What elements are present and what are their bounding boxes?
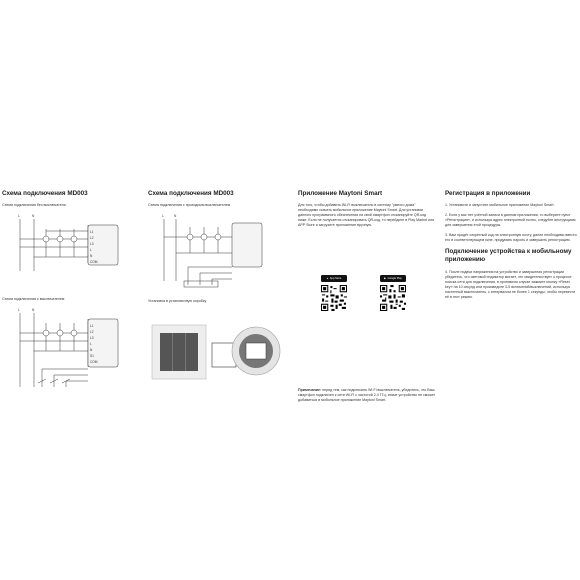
googleplay-qr-code: [380, 285, 406, 311]
col4-title: Регистрация в приложении: [445, 190, 531, 197]
col1-caption-1: Схема подключения без выключателя: [2, 203, 66, 207]
relay-module: [232, 223, 262, 267]
col2-panel: [148, 190, 286, 387]
diagram-label-l: L: [162, 214, 164, 218]
play-icon: ▶: [384, 277, 387, 280]
col4-step-1: 1. Установите и запустите мобильное приложение Maytoni Smart.: [445, 203, 555, 207]
terminal-l3: L3: [90, 336, 94, 340]
terminal-com: COM: [90, 360, 98, 364]
apple-icon: ●: [326, 277, 329, 280]
wiring-diagram-with-switch: [2, 305, 140, 395]
terminal-l3: L3: [90, 242, 94, 246]
col2-title: Схема подключения MD003: [148, 190, 234, 197]
diagram-label-l: L: [18, 308, 20, 312]
terminal-l2: L2: [90, 330, 94, 334]
lamp-icon: [187, 234, 193, 240]
terminal-n: N: [90, 348, 93, 352]
appstore-badge[interactable]: ● App Store: [321, 275, 347, 282]
col3-note: [298, 388, 436, 403]
appstore-block[interactable]: [321, 275, 347, 311]
diagram-label-n: N: [174, 214, 177, 218]
googleplay-badge[interactable]: ▶ Google Play: [380, 275, 406, 282]
col3-panel: [298, 190, 436, 402]
lamp-icon: [71, 330, 77, 336]
col1-caption-2: Схема подключения с выключателем: [2, 297, 65, 301]
terminal-l1: L1: [90, 230, 94, 234]
lamp-icon: [57, 236, 63, 242]
col3-note-label: Примечание:: [298, 388, 322, 392]
diagram-label-n: N: [32, 214, 35, 218]
col1-panel: [2, 190, 140, 395]
terminal-com: COM: [90, 260, 98, 264]
wiring-diagram-pass-switch: [148, 211, 286, 289]
appstore-qr-code: [321, 285, 347, 311]
col2-caption-1: Схема подключения с проходным выключателем: [148, 203, 231, 207]
googleplay-block[interactable]: [380, 275, 406, 311]
lamp-icon: [43, 330, 49, 336]
col3-title: Приложение Maytoni Smart: [298, 190, 383, 197]
lamp-icon: [71, 236, 77, 242]
installation-box-illustration: [148, 307, 286, 387]
col4-step-4: 4. После подачи напряжения на устройство и завершения регистрации убедитесь, что световой индикатор мигает, что свидетельствует о процессе поиска сети для подключения, в противном случае зажмите кнопку «Reset key» на 10 секунд или произведите 3-5 включений/выключений, используя настенный выключатель, с интервалом не более 1 секунды, чтобы перевести её в этот режим.: [445, 270, 576, 299]
col4-panel: [445, 190, 577, 305]
lamp-icon: [43, 236, 49, 242]
lamp-icon: [201, 234, 207, 240]
terminal-l: L: [90, 342, 92, 346]
terminal-s1: S1: [90, 354, 94, 358]
terminal-l: L: [90, 248, 92, 252]
diagram-label-n: N: [32, 308, 35, 312]
col3-note-text: перед тем, как подключить Wi-Fi выключатель, убедитесь, что Ваш смартфон подключен к сети Wi-Fi с частотой 2.4 ГГц, иначе устройство не сможет добавиться в мобильное приложение Maytoni Smart.: [298, 388, 436, 402]
wiring-diagram-no-switch: [2, 211, 140, 281]
terminal-l1: L1: [90, 324, 94, 328]
col3-paragraph: Для того, чтобы добавить Wi-Fi выключатель в систему "умного дома" необходимо скачать мобильное приложение Maytoni Smart. Для установки данного программного обеспечения на свой смартфон отсканируйте QR-код ниже. Если не получается отсканировать QR-код, то перейдите в Play Market или APP Store и загрузите приложение вручную.: [298, 203, 435, 227]
diagram-label-l: L: [18, 214, 20, 218]
col4-step-2: 2. Если у вас нет учётной записи в данном приложении, то выберите пункт «Регистрация», и используя адрес электронной почты, следуйте инструкциям для завершения этой процедуры.: [445, 213, 576, 227]
col4-title-2: Подключение устройства к мобильному приложению: [445, 248, 572, 263]
col4-step-3: 3. Вам придёт секретный код на электронную почту, далее необходимо ввести его в соответствующем окне, придумать пароль и завершить регистрацию.: [445, 233, 577, 242]
lamp-icon: [57, 330, 63, 336]
col2-caption-2: Установка в установочную коробку: [148, 299, 207, 303]
col1-title: Схема подключения MD003: [2, 190, 88, 197]
lamp-icon: [215, 234, 221, 240]
terminal-l2: L2: [90, 236, 94, 240]
terminal-n: N: [90, 254, 93, 258]
